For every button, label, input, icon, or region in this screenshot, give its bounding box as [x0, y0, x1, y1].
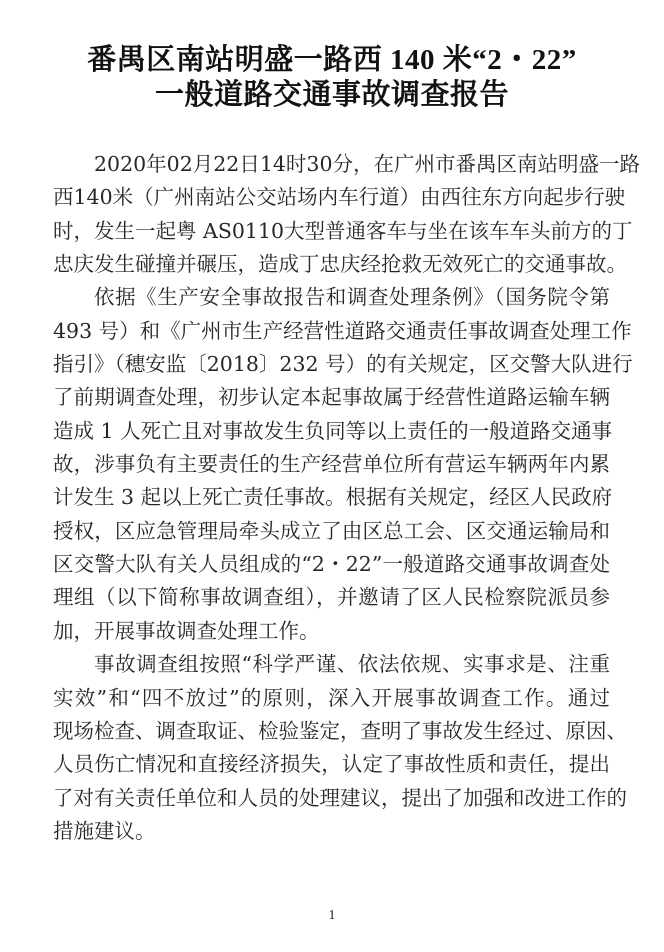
report-title-line-2: 一般道路交通事故调查报告 — [154, 79, 509, 111]
paragraph-line: 忠庆发生碰撞并碾压，造成丁忠庆经抢救无效死亡的交通事故。 — [53, 252, 627, 277]
paragraph-line: 理组（以下简称事故调查组），并邀请了区人民检察院派员参 — [53, 585, 610, 610]
paragraph-line: 2020年02月22日14时30分，在广州市番禺区南站明盛一路 — [94, 152, 641, 176]
paragraph-line: 493 号）和《广州市生产经营性道路交通责任事故调查处理工作 — [53, 318, 632, 343]
paragraph-line: 造成 1 人死亡且对事故发生负同等以上责任的一般道路交通事 — [53, 418, 613, 443]
paragraph-line: 措施建议。 — [53, 818, 156, 843]
page-number: 1 — [328, 908, 336, 923]
paragraph-line: 计发生 3 起以上死亡责任事故。根据有关规定，经区人民政府 — [53, 485, 613, 510]
paragraph-line: 实效”和“四不放过”的原则，深入开展事故调查工作。通过 — [53, 685, 610, 710]
paragraph-line: 人员伤亡情况和直接经济损失，认定了事故性质和责任，提出 — [53, 752, 610, 777]
paragraph-line: 授权，区应急管理局牵头成立了由区总工会、区交通运输局和 — [53, 518, 610, 543]
report-title-line-1: 番禺区南站明盛一路西 140 米“2・22” — [87, 44, 577, 76]
paragraph-accident-summary — [53, 148, 641, 281]
paragraph-investigation-principles — [53, 648, 627, 848]
paragraph-line: 指引》（穗安监〔2018〕232 号）的有关规定，区交警大队进行 — [53, 352, 633, 377]
paragraph-line: 时，发生一起粤 AS0110大型普通客车与坐在该车车头前方的丁 — [53, 218, 633, 243]
paragraph-line: 故，涉事负有主要责任的生产经营单位所有营运车辆两年内累 — [53, 452, 610, 477]
paragraph-line: 西140米（广州南站公交站场内车行道）由西往东方向起步行驶 — [53, 185, 626, 210]
paragraph-line: 区交警大队有关人员组成的“2・22”一般道路交通事故调查处 — [53, 552, 610, 577]
paragraph-line: 现场检查、调查取证、检验鉴定，查明了事故发生经过、原因、 — [53, 718, 627, 743]
paragraph-legal-basis — [53, 281, 633, 648]
paragraph-line: 加，开展事故调查处理工作。 — [53, 618, 320, 643]
paragraph-line: 了对有关责任单位和人员的处理建议，提出了加强和改进工作的 — [53, 785, 627, 810]
paragraph-line: 了前期调查处理，初步认定本起事故属于经营性道路运输车辆 — [53, 385, 610, 410]
paragraph-line: 依据《生产安全事故报告和调查处理条例》（国务院令第 — [94, 285, 610, 310]
report-body — [53, 148, 641, 848]
paragraph-line: 事故调查组按照“科学严谨、依法依规、实事求是、注重 — [94, 652, 610, 677]
